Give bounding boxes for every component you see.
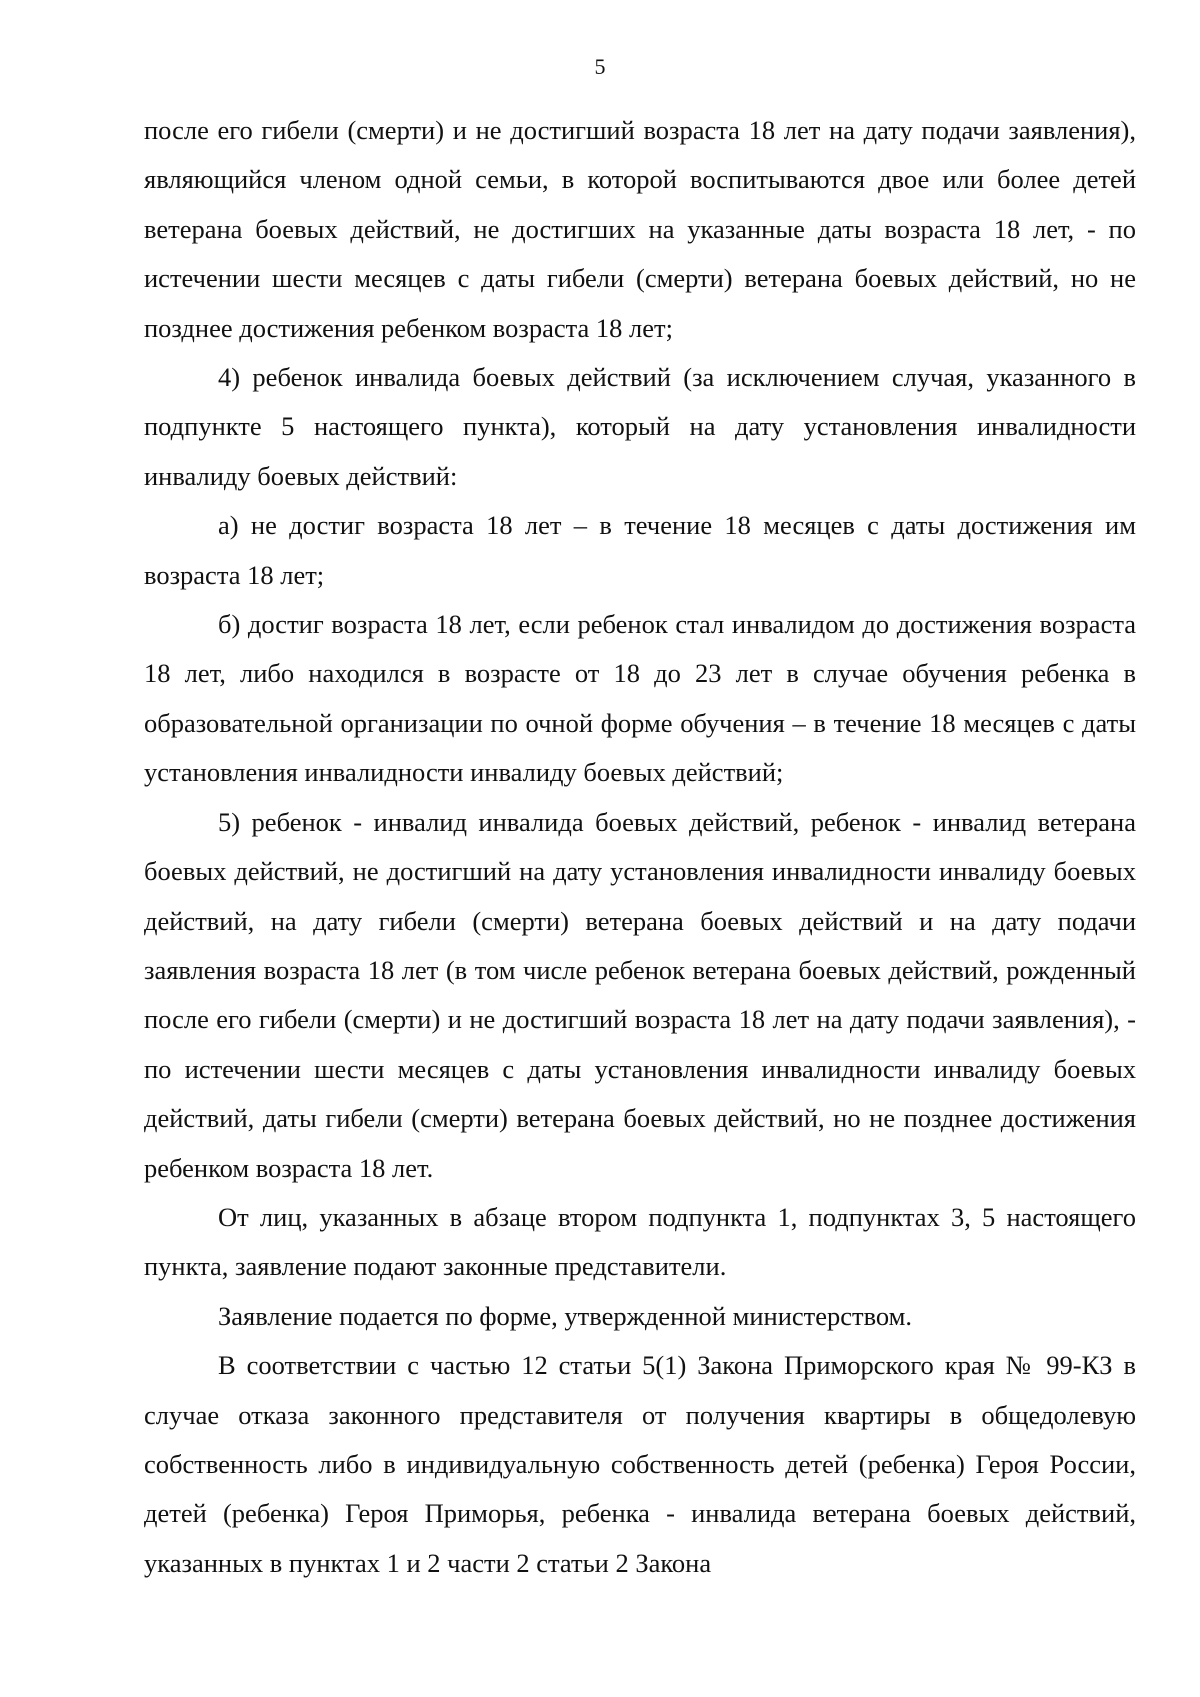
paragraph-law-reference: В соответствии с частью 12 статьи 5(1) Закона Приморского края № 99-КЗ в случае отказа законного представителя от получения квартиры в общедолевую собственность либо в индивидуальную собственность детей (ребенка) Героя России, детей (ребенка) Героя Приморья, ребенка - инвалида ветерана боевых действий, указанных в пунктах 1 и 2 части 2 статьи 2 Закона (144, 1350, 1136, 1578)
paragraph-item-5: 5) ребенок - инвалид инвалида боевых действий, ребенок - инвалид ветерана боевых действий, не достигший на дату установления инвалидности инвалиду боевых действий, на дату гибели (смерти) ветерана боевых действий и на дату подачи заявления возраста 18 лет (в том числе ребенок ветерана боевых действий, рожденный после его гибели (смерти) и не достигший возраста 18 лет на дату подачи заявления), - по истечении шести месяцев с даты установления инвалидности инвалиду боевых действий, даты гибели (смерти) ветерана боевых действий, но не позднее достижения ребенком возраста 18 лет. (144, 806, 1136, 1183)
paragraph-subitem-b: б) достиг возраста 18 лет, если ребенок стал инвалидом до достижения возраста 18 лет, либо находился в возрасте от 18 до 23 лет в случае обучения ребенка в образовательной организации по очной форме обучения – в течение 18 месяцев с даты установления инвалидности инвалиду боевых действий; (144, 609, 1136, 788)
document-body (144, 106, 1136, 1588)
paragraph-continuation: после его гибели (смерти) и не достигший возраста 18 лет на дату подачи заявления), являющийся членом одной семьи, в которой воспитываются двое или более детей ветерана боевых действий, не достигших на указанные даты возраста 18 лет, - по истечении шести месяцев с даты гибели (смерти) ветерана боевых действий, но не позднее достижения ребенком возраста 18 лет; (144, 115, 1136, 343)
paragraph-representatives: От лиц, указанных в абзаце втором подпункта 1, подпунктах 3, 5 настоящего пункта, заявление подают законные представители. (144, 1201, 1136, 1282)
paragraph-application-form: Заявление подается по форме, утвержденной министерством. (218, 1300, 913, 1331)
paragraph-subitem-a: а) не достиг возраста 18 лет – в течение 18 месяцев с даты достижения им возраста 18 лет; (144, 510, 1136, 590)
paragraph-item-4: 4) ребенок инвалида боевых действий (за исключением случая, указанного в подпункте 5 настоящего пункта), который на дату установления инвалидности инвалиду боевых действий: (144, 362, 1136, 491)
page-number: 5 (594, 54, 606, 79)
